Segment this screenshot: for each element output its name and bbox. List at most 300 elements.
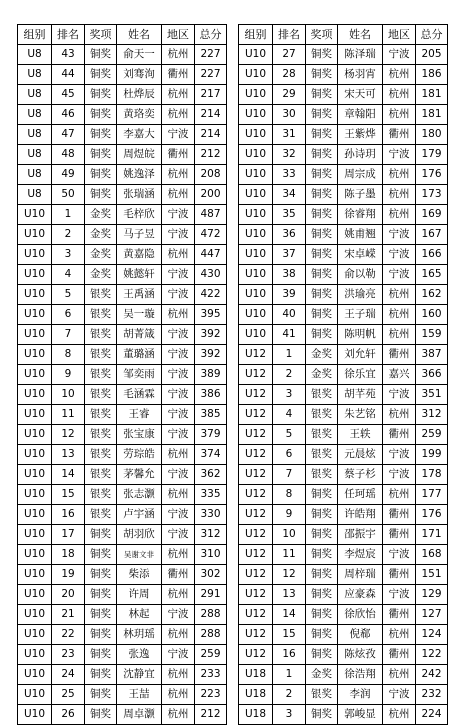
- cell-score: 232: [416, 685, 448, 705]
- cell-group: U10: [239, 65, 273, 85]
- table-row: [239, 245, 448, 265]
- cell-name: 马子昱: [117, 225, 162, 245]
- cell-rank: 45: [52, 85, 85, 105]
- column-header-award: 奖项: [306, 25, 338, 45]
- cell-region: 衢州: [383, 525, 416, 545]
- cell-region: 宁波: [162, 125, 195, 145]
- cell-award: 银奖: [85, 325, 117, 345]
- cell-rank: 10: [52, 385, 85, 405]
- table-row: [239, 125, 448, 145]
- cell-region: 宁波: [162, 525, 195, 545]
- cell-score: 199: [416, 445, 448, 465]
- cell-award: 铜奖: [85, 545, 117, 565]
- table-row: [18, 325, 227, 345]
- cell-region: 衢州: [383, 605, 416, 625]
- cell-group: U10: [18, 545, 52, 565]
- cell-score: 259: [416, 425, 448, 445]
- cell-name: 章翰阳: [338, 105, 383, 125]
- table-row: [239, 705, 448, 725]
- cell-name: 毛涵霖: [117, 385, 162, 405]
- cell-rank: 14: [273, 605, 306, 625]
- cell-name: 宋卓嵘: [338, 245, 383, 265]
- cell-group: U18: [239, 705, 273, 725]
- cell-name: 杨羽宵: [338, 65, 383, 85]
- cell-rank: 50: [52, 185, 85, 205]
- cell-award: 银奖: [85, 445, 117, 465]
- cell-region: 宁波: [162, 265, 195, 285]
- cell-award: 铜奖: [306, 565, 338, 585]
- cell-group: U12: [239, 445, 273, 465]
- cell-rank: 1: [52, 205, 85, 225]
- cell-name: 吴一璇: [117, 305, 162, 325]
- cell-region: 杭州: [383, 285, 416, 305]
- cell-score: 165: [416, 265, 448, 285]
- cell-award: 金奖: [85, 265, 117, 285]
- cell-score: 166: [416, 245, 448, 265]
- table-row: [18, 425, 227, 445]
- cell-group: U12: [239, 565, 273, 585]
- cell-group: U12: [239, 385, 273, 405]
- cell-name: 周煜皖: [117, 145, 162, 165]
- cell-name: 陈炫孜: [338, 645, 383, 665]
- cell-award: 铜奖: [85, 525, 117, 545]
- cell-rank: 26: [52, 705, 85, 725]
- cell-group: U10: [18, 585, 52, 605]
- table-row: [18, 625, 227, 645]
- cell-rank: 21: [52, 605, 85, 625]
- table-row: [239, 505, 448, 525]
- cell-group: U12: [239, 545, 273, 565]
- cell-award: 铜奖: [306, 525, 338, 545]
- cell-group: U12: [239, 645, 273, 665]
- cell-score: 310: [195, 545, 227, 565]
- cell-region: 杭州: [162, 105, 195, 125]
- cell-score: 169: [416, 205, 448, 225]
- cell-award: 铜奖: [306, 65, 338, 85]
- cell-award: 金奖: [85, 225, 117, 245]
- cell-group: U12: [239, 525, 273, 545]
- cell-group: U10: [18, 385, 52, 405]
- cell-region: 杭州: [383, 705, 416, 725]
- cell-region: 宁波: [383, 685, 416, 705]
- cell-name: 徐乐宜: [338, 365, 383, 385]
- cell-region: 宁波: [162, 205, 195, 225]
- cell-group: U10: [239, 245, 273, 265]
- column-header-score: 总分: [195, 25, 227, 45]
- cell-rank: 31: [273, 125, 306, 145]
- cell-award: 铜奖: [306, 705, 338, 725]
- cell-name: 邹奕雨: [117, 365, 162, 385]
- cell-score: 177: [416, 485, 448, 505]
- cell-rank: 12: [52, 425, 85, 445]
- cell-award: 银奖: [85, 305, 117, 325]
- table-row: [239, 325, 448, 345]
- cell-name: 朱艺铭: [338, 405, 383, 425]
- table-row: [239, 645, 448, 665]
- cell-group: U12: [239, 485, 273, 505]
- cell-score: 288: [195, 605, 227, 625]
- cell-region: 杭州: [162, 625, 195, 645]
- cell-rank: 17: [52, 525, 85, 545]
- cell-score: 186: [416, 65, 448, 85]
- table-row: [239, 405, 448, 425]
- cell-rank: 19: [52, 565, 85, 585]
- cell-rank: 46: [52, 105, 85, 125]
- table-row: [239, 365, 448, 385]
- cell-score: 395: [195, 305, 227, 325]
- cell-region: 宁波: [162, 605, 195, 625]
- cell-region: 宁波: [383, 545, 416, 565]
- cell-region: 宁波: [162, 425, 195, 445]
- cell-group: U8: [18, 85, 52, 105]
- cell-score: 127: [416, 605, 448, 625]
- cell-score: 223: [195, 685, 227, 705]
- table-row: [18, 665, 227, 685]
- cell-name: 姚懿轩: [117, 265, 162, 285]
- cell-score: 129: [416, 585, 448, 605]
- cell-name: 姚逸泽: [117, 165, 162, 185]
- cell-region: 宁波: [162, 385, 195, 405]
- cell-name: 柴添: [117, 565, 162, 585]
- cell-rank: 40: [273, 305, 306, 325]
- cell-rank: 43: [52, 45, 85, 65]
- column-header-group: 组别: [18, 25, 52, 45]
- cell-award: 铜奖: [306, 625, 338, 645]
- cell-rank: 13: [273, 585, 306, 605]
- cell-group: U10: [18, 345, 52, 365]
- cell-rank: 37: [273, 245, 306, 265]
- cell-name: 蔡子杉: [338, 465, 383, 485]
- cell-region: 衢州: [162, 565, 195, 585]
- cell-award: 铜奖: [306, 85, 338, 105]
- cell-group: U10: [18, 425, 52, 445]
- cell-group: U10: [18, 465, 52, 485]
- cell-name: 任珂瑶: [338, 485, 383, 505]
- column-header-region: 地区: [162, 25, 195, 45]
- cell-award: 铜奖: [85, 585, 117, 605]
- table-header-row: [239, 25, 448, 45]
- cell-rank: 49: [52, 165, 85, 185]
- cell-award: 铜奖: [85, 565, 117, 585]
- cell-group: U8: [18, 105, 52, 125]
- cell-award: 银奖: [306, 685, 338, 705]
- cell-score: 217: [195, 85, 227, 105]
- cell-award: 铜奖: [306, 485, 338, 505]
- cell-region: 宁波: [383, 245, 416, 265]
- cell-award: 铜奖: [306, 245, 338, 265]
- cell-award: 金奖: [306, 665, 338, 685]
- cell-award: 银奖: [306, 385, 338, 405]
- table-row: [239, 225, 448, 245]
- cell-rank: 6: [52, 305, 85, 325]
- cell-region: 杭州: [162, 545, 195, 565]
- cell-award: 银奖: [85, 485, 117, 505]
- cell-score: 214: [195, 125, 227, 145]
- table-row: [18, 605, 227, 625]
- cell-rank: 8: [52, 345, 85, 365]
- table-row: [239, 165, 448, 185]
- table-row: [18, 165, 227, 185]
- cell-score: 167: [416, 225, 448, 245]
- cell-region: 衢州: [383, 565, 416, 585]
- table-row: [18, 225, 227, 245]
- cell-name: 李嘉大: [117, 125, 162, 145]
- cell-award: 铜奖: [306, 305, 338, 325]
- cell-award: 金奖: [306, 365, 338, 385]
- cell-rank: 32: [273, 145, 306, 165]
- cell-rank: 1: [273, 345, 306, 365]
- cell-group: U10: [239, 285, 273, 305]
- table-row: [18, 445, 227, 465]
- cell-award: 银奖: [85, 345, 117, 365]
- cell-name: 吴谢文非: [117, 545, 162, 565]
- cell-name: 黄嘉隐: [117, 245, 162, 265]
- cell-rank: 47: [52, 125, 85, 145]
- cell-name: 刘骞洵: [117, 65, 162, 85]
- cell-score: 447: [195, 245, 227, 265]
- cell-name: 许皓翔: [338, 505, 383, 525]
- table-row: [18, 345, 227, 365]
- cell-rank: 5: [52, 285, 85, 305]
- cell-award: 银奖: [306, 465, 338, 485]
- cell-rank: 18: [52, 545, 85, 565]
- cell-group: U10: [239, 225, 273, 245]
- cell-group: U8: [18, 65, 52, 85]
- table-row: [239, 305, 448, 325]
- cell-award: 铜奖: [306, 45, 338, 65]
- cell-award: 铜奖: [306, 325, 338, 345]
- table-row: [18, 545, 227, 565]
- cell-rank: 16: [52, 505, 85, 525]
- cell-group: U8: [18, 145, 52, 165]
- cell-region: 杭州: [383, 65, 416, 85]
- cell-name: 王喆: [117, 685, 162, 705]
- cell-region: 宁波: [162, 505, 195, 525]
- table-row: [239, 525, 448, 545]
- cell-rank: 2: [52, 225, 85, 245]
- cell-region: 杭州: [162, 665, 195, 685]
- cell-award: 金奖: [85, 245, 117, 265]
- cell-rank: 22: [52, 625, 85, 645]
- cell-group: U10: [239, 85, 273, 105]
- cell-name: 陈泽瑞: [338, 45, 383, 65]
- cell-award: 铜奖: [85, 605, 117, 625]
- cell-name: 林起: [117, 605, 162, 625]
- cell-region: 杭州: [162, 305, 195, 325]
- cell-rank: 20: [52, 585, 85, 605]
- cell-group: U10: [239, 265, 273, 285]
- cell-award: 银奖: [85, 385, 117, 405]
- table-row: [239, 145, 448, 165]
- cell-region: 杭州: [383, 325, 416, 345]
- cell-group: U10: [18, 365, 52, 385]
- table-row: [239, 565, 448, 585]
- cell-score: 151: [416, 565, 448, 585]
- cell-group: U10: [18, 525, 52, 545]
- cell-rank: 38: [273, 265, 306, 285]
- cell-award: 金奖: [306, 345, 338, 365]
- cell-name: 劳琮皓: [117, 445, 162, 465]
- cell-group: U10: [18, 205, 52, 225]
- cell-region: 杭州: [383, 85, 416, 105]
- cell-award: 铜奖: [85, 65, 117, 85]
- cell-group: U12: [239, 585, 273, 605]
- cell-score: 233: [195, 665, 227, 685]
- cell-rank: 2: [273, 365, 306, 385]
- cell-name: 周卓灏: [117, 705, 162, 725]
- cell-score: 330: [195, 505, 227, 525]
- cell-rank: 11: [52, 405, 85, 425]
- table-row: [18, 485, 227, 505]
- cell-group: U12: [239, 465, 273, 485]
- table-row: [18, 705, 227, 725]
- table-row: [239, 205, 448, 225]
- cell-score: 205: [416, 45, 448, 65]
- table-row: [18, 685, 227, 705]
- cell-name: 王轶: [338, 425, 383, 445]
- cell-award: 银奖: [85, 505, 117, 525]
- cell-region: 杭州: [162, 585, 195, 605]
- cell-region: 杭州: [162, 705, 195, 725]
- cell-region: 杭州: [162, 485, 195, 505]
- column-header-name: 姓名: [117, 25, 162, 45]
- cell-name: 王睿: [117, 405, 162, 425]
- cell-region: 宁波: [162, 465, 195, 485]
- cell-group: U8: [18, 125, 52, 145]
- cell-name: 徐睿翔: [338, 205, 383, 225]
- cell-name: 徐欣怡: [338, 605, 383, 625]
- cell-name: 张宝康: [117, 425, 162, 445]
- cell-region: 宁波: [162, 325, 195, 345]
- table-row: [18, 65, 227, 85]
- table-row: [18, 385, 227, 405]
- cell-award: 铜奖: [306, 125, 338, 145]
- cell-award: 铜奖: [306, 105, 338, 125]
- cell-name: 李润: [338, 685, 383, 705]
- cell-award: 金奖: [85, 205, 117, 225]
- cell-name: 胡芊苑: [338, 385, 383, 405]
- column-header-score: 总分: [416, 25, 448, 45]
- table-row: [239, 105, 448, 125]
- cell-name: 徐浩翔: [338, 665, 383, 685]
- cell-name: 茅馨允: [117, 465, 162, 485]
- column-header-name: 姓名: [338, 25, 383, 45]
- table-row: [239, 485, 448, 505]
- cell-score: 291: [195, 585, 227, 605]
- cell-score: 212: [195, 705, 227, 725]
- cell-rank: 12: [273, 565, 306, 585]
- cell-score: 335: [195, 485, 227, 505]
- cell-rank: 11: [273, 545, 306, 565]
- cell-rank: 7: [52, 325, 85, 345]
- cell-group: U10: [239, 145, 273, 165]
- table-row: [239, 265, 448, 285]
- cell-rank: 4: [52, 265, 85, 285]
- cell-award: 铜奖: [85, 625, 117, 645]
- cell-rank: 7: [273, 465, 306, 485]
- cell-name: 元晨炫: [338, 445, 383, 465]
- cell-group: U8: [18, 165, 52, 185]
- cell-region: 杭州: [383, 165, 416, 185]
- table-row: [18, 205, 227, 225]
- cell-rank: 23: [52, 645, 85, 665]
- table-row: [239, 385, 448, 405]
- cell-group: U12: [239, 625, 273, 645]
- cell-rank: 8: [273, 485, 306, 505]
- cell-rank: 3: [273, 705, 306, 725]
- cell-name: 王禹涵: [117, 285, 162, 305]
- cell-region: 宁波: [383, 225, 416, 245]
- cell-group: U8: [18, 185, 52, 205]
- cell-award: 铜奖: [85, 105, 117, 125]
- cell-name: 周宗成: [338, 165, 383, 185]
- cell-name: 王子瑞: [338, 305, 383, 325]
- cell-name: 宋天可: [338, 85, 383, 105]
- cell-rank: 44: [52, 65, 85, 85]
- table-row: [18, 305, 227, 325]
- cell-group: U12: [239, 605, 273, 625]
- cell-score: 422: [195, 285, 227, 305]
- cell-score: 168: [416, 545, 448, 565]
- cell-name: 李煜宸: [338, 545, 383, 565]
- cell-region: 衢州: [162, 65, 195, 85]
- cell-region: 嘉兴: [383, 365, 416, 385]
- cell-score: 214: [195, 105, 227, 125]
- column-header-rank: 排名: [52, 25, 85, 45]
- cell-region: 杭州: [383, 105, 416, 125]
- cell-score: 212: [195, 145, 227, 165]
- cell-group: U10: [18, 485, 52, 505]
- cell-score: 171: [416, 525, 448, 545]
- table-row: [18, 145, 227, 165]
- cell-group: U10: [18, 285, 52, 305]
- cell-rank: 48: [52, 145, 85, 165]
- table-row: [239, 605, 448, 625]
- table-row: [239, 185, 448, 205]
- cell-group: U10: [18, 625, 52, 645]
- cell-region: 宁波: [383, 585, 416, 605]
- cell-group: U10: [239, 185, 273, 205]
- cell-region: 宁波: [162, 225, 195, 245]
- cell-score: 160: [416, 305, 448, 325]
- cell-group: U10: [18, 265, 52, 285]
- cell-group: U10: [239, 305, 273, 325]
- cell-region: 杭州: [383, 405, 416, 425]
- table-row: [239, 625, 448, 645]
- cell-award: 银奖: [85, 365, 117, 385]
- cell-name: 陈明帆: [338, 325, 383, 345]
- cell-award: 铜奖: [85, 145, 117, 165]
- cell-name: 孙诗玥: [338, 145, 383, 165]
- cell-region: 衢州: [383, 425, 416, 445]
- table-row: [239, 585, 448, 605]
- table-row: [18, 465, 227, 485]
- cell-name: 杜烨辰: [117, 85, 162, 105]
- cell-score: 351: [416, 385, 448, 405]
- cell-rank: 1: [273, 665, 306, 685]
- cell-region: 杭州: [162, 45, 195, 65]
- table-row: [18, 265, 227, 285]
- cell-name: 林玥瑶: [117, 625, 162, 645]
- table-row: [18, 525, 227, 545]
- cell-score: 208: [195, 165, 227, 185]
- cell-rank: 39: [273, 285, 306, 305]
- cell-award: 铜奖: [306, 225, 338, 245]
- cell-score: 224: [416, 705, 448, 725]
- cell-group: U18: [239, 685, 273, 705]
- cell-score: 176: [416, 505, 448, 525]
- cell-rank: 34: [273, 185, 306, 205]
